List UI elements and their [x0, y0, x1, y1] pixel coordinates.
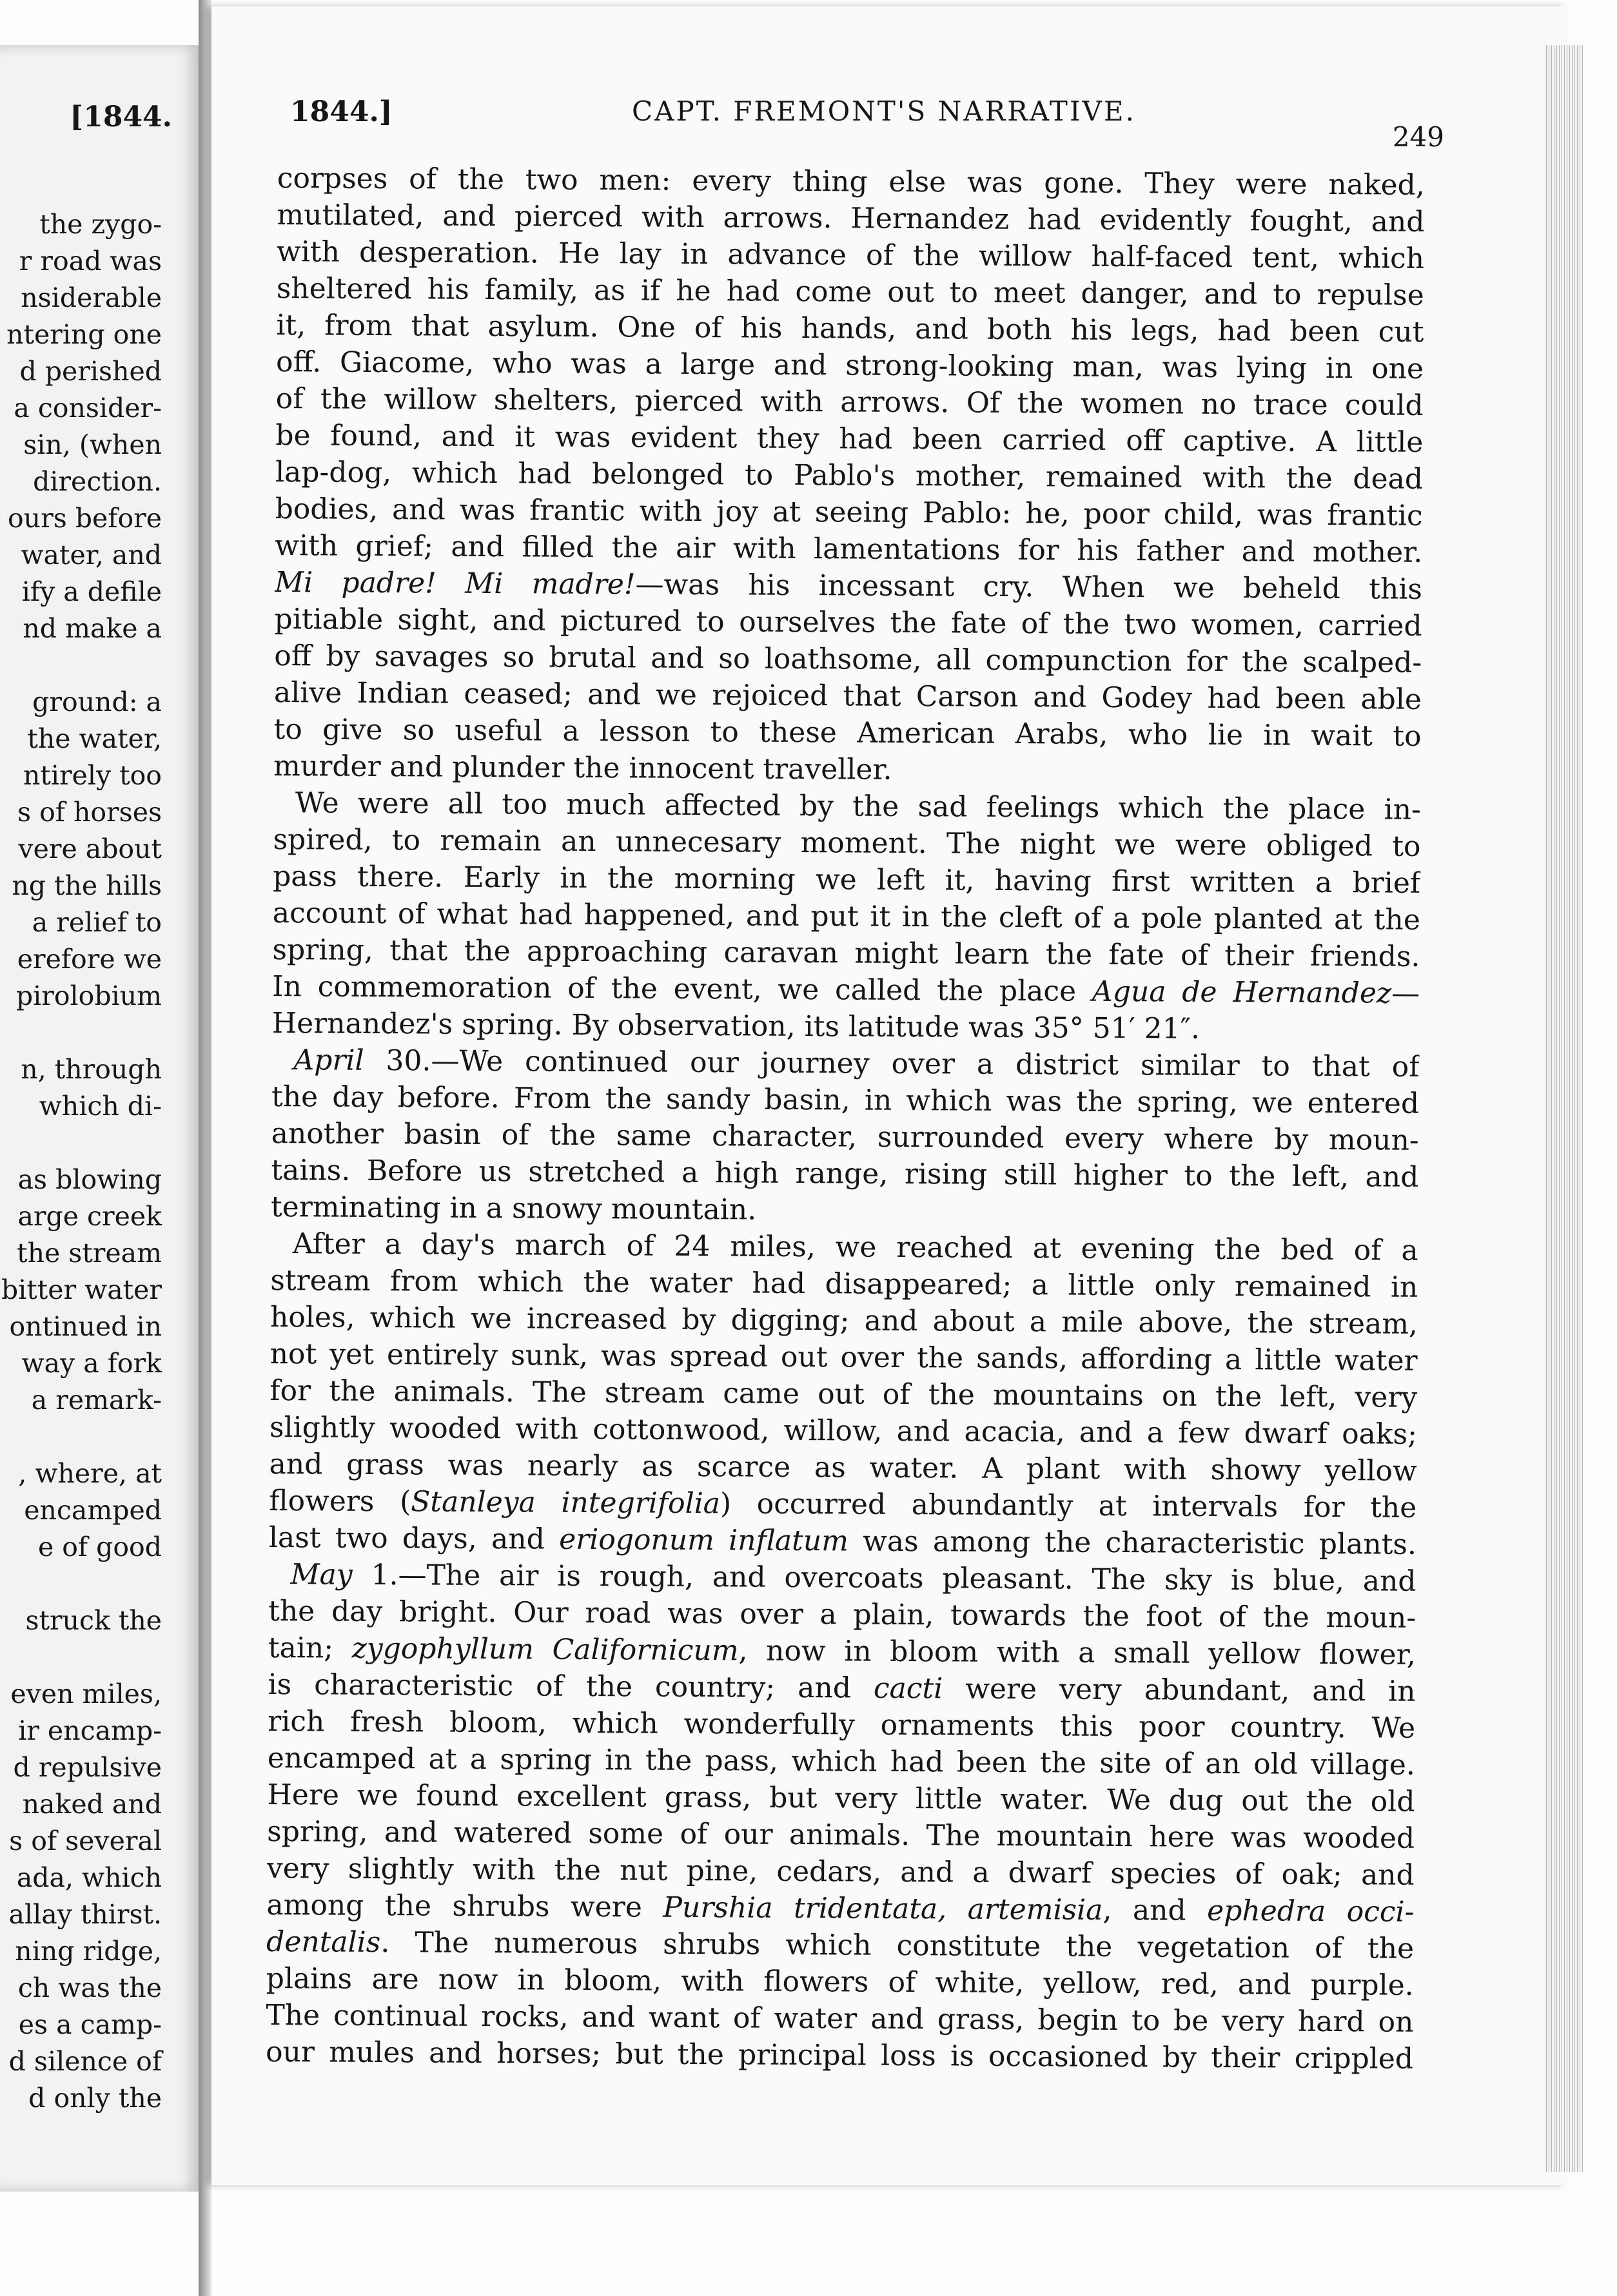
left-page-line: struck the: [25, 1605, 162, 1636]
italic-phrase: ephedra occi-: [1207, 1894, 1415, 1929]
italic-phrase: eriogonum inflatum: [558, 1523, 849, 1558]
left-page-line: r road was: [19, 246, 162, 277]
left-page-line: d perished: [19, 356, 162, 387]
text-line: alive Indian ceased; and we rejoiced that Carson and Godey had been able: [273, 676, 1422, 716]
left-page-fragment: [0, 45, 203, 2192]
text-line: murder and plunder the innocent traveller.: [273, 749, 892, 786]
text-line: the day before. From the sandy basin, in which was the spring, we entered: [271, 1080, 1420, 1120]
text-line: it, from that asylum. One of his hands, and both his legs, had been cut: [276, 308, 1424, 349]
text-line: terminating in a snowy mountain.: [270, 1190, 757, 1227]
text-line: pitiable sight, and pictured to ourselves the fate of the two women, carried: [274, 602, 1422, 643]
left-page-line: , where, at: [18, 1458, 162, 1489]
text-run: tain;: [268, 1631, 352, 1665]
text-line: pass there. Early in the morning we left it, having first written a brief: [273, 859, 1421, 900]
left-page-line: s of horses: [17, 797, 162, 828]
left-page-line: ntirely too: [23, 760, 162, 791]
text-line: plains are now in bloom, with flowers of white, yellow, red, and purple.: [266, 1961, 1414, 2002]
left-page-line: encamped: [24, 1495, 162, 1526]
text-line: rich fresh bloom, which wonderfully ornaments this poor country. We: [268, 1704, 1416, 1745]
text-line: tains. Before us stretched a high range, rising still higher to the left, and: [271, 1153, 1419, 1194]
left-page-line: [1, 1125, 162, 1162]
header-title: CAPT. FREMONT'S NARRATIVE.: [632, 95, 1136, 127]
left-page-line: ng the hills: [12, 870, 162, 901]
left-page-line: a relief to: [32, 907, 162, 938]
text-run: flowers (: [269, 1484, 411, 1519]
text-line: After a day's march of 24 miles, we reached at evening the bed of a: [292, 1227, 1418, 1267]
text-line: off by savages so brutal and so loathsome, all compunction for the scalped-: [274, 639, 1422, 679]
left-page-line: which di-: [39, 1091, 162, 1122]
italic-phrase: Stanleya integrifolia: [411, 1485, 721, 1521]
text-line: the day bright. Our road was over a plain, towards the foot of the moun-: [268, 1594, 1416, 1635]
left-page-line: bitter water: [1, 1274, 162, 1305]
page-number: 249: [1392, 121, 1444, 153]
italic-phrase: April: [293, 1044, 364, 1077]
header-year: 1844.]: [290, 95, 393, 128]
text-line: very slightly with the nut pine, cedars, and a dwarf species of oak; and: [266, 1851, 1415, 1892]
left-page-line: d only the: [28, 2083, 162, 2114]
left-page-line: ify a defile: [21, 576, 162, 607]
left-page-line: even miles,: [10, 1678, 162, 1709]
text-run: In commemoration of the event, we called the place: [272, 969, 1093, 1008]
text-run: . The numerous shrubs which constitute the vegetation of the: [380, 1926, 1415, 1965]
text-line: Hernandez's spring. By observation, its latitude was 35° 51′ 21″.: [271, 1006, 1200, 1046]
left-page-line: [1, 1419, 162, 1455]
left-page-line: allay thirst.: [8, 1899, 162, 1930]
left-page-line: the stream: [17, 1238, 162, 1269]
text-line: our mules and horses; but the principal loss is occasioned by their crippled: [265, 2035, 1414, 2076]
left-page-line: ontinued in: [9, 1311, 162, 1342]
text-run: —was his incessant cry. When we beheld this: [635, 568, 1423, 606]
left-page-line: [1, 1639, 162, 1676]
text-line: We were all too much affected by the sad feelings which the place in-: [295, 786, 1422, 826]
left-page-line: a remark-: [31, 1385, 162, 1416]
left-page-text: [1, 206, 162, 2117]
text-line: encamped at a spring in the pass, which had been the site of an old village.: [267, 1741, 1415, 1782]
italic-phrase: cacti: [873, 1671, 943, 1706]
left-page-line: es a camp-: [18, 2009, 162, 2040]
text-run: was among the characteristic plants.: [848, 1524, 1417, 1561]
text-line: be found, and it was evident they had been carried off captive. A little: [275, 418, 1424, 459]
left-page-line: ch was the: [17, 1972, 162, 2003]
left-page-line: d silence of: [8, 2046, 162, 2077]
italic-phrase: Agua de Hernandez: [1092, 975, 1392, 1010]
left-page-line: ada, which: [16, 1862, 162, 1893]
left-page-line: nd make a: [23, 613, 162, 644]
text-line: The continual rocks, and want of water and grass, begin to be very hard on: [266, 1998, 1414, 2039]
left-page-line: vere about: [18, 833, 162, 864]
left-page-line: e of good: [37, 1532, 162, 1562]
left-page-line: direction.: [33, 466, 162, 497]
text-run: —: [1391, 977, 1420, 1010]
left-page-line: ntering one: [6, 319, 162, 350]
text-line: Here we found excellent grass, but very little water. We dug out the old: [267, 1778, 1415, 1818]
italic-phrase: Purshia tridentata, artemisia: [663, 1891, 1103, 1927]
text-run: were very abundant, and in: [943, 1672, 1416, 1708]
text-line: with desperation. He lay in advance of the willow half-faced tent, which: [276, 235, 1425, 275]
text-line: off. Giacome, who was a large and strong-looking man, was lying in one: [275, 345, 1424, 385]
left-page-line: the zygo-: [39, 209, 162, 240]
left-page-line: the water,: [27, 723, 162, 754]
text-run: is characteristic of the country; and: [268, 1668, 874, 1705]
left-page-line: nsiderable: [21, 282, 162, 313]
text-run: ) occurred abundantly at intervals for the: [720, 1487, 1417, 1524]
left-page-line: water, and: [21, 540, 162, 570]
left-page-line: [1, 647, 162, 684]
left-page-line: s of several: [9, 1825, 162, 1856]
left-page-line: ir encamp-: [18, 1715, 162, 1746]
italic-phrase: dentalis: [266, 1925, 381, 1960]
text-line: stream from which the water had disappeared; a little only remained in: [270, 1263, 1418, 1304]
text-line: spring, that the approaching caravan might learn the fate of their friends.: [272, 933, 1420, 973]
italic-phrase: May: [290, 1558, 353, 1591]
text-line: mutilated, and pierced with arrows. Hernandez had evidently fought, and: [277, 198, 1425, 238]
left-page-line: n, through: [21, 1054, 162, 1085]
text-line: for the animals. The stream came out of the mountains on the left, very: [270, 1374, 1418, 1414]
left-page-line: pirolobium: [15, 980, 162, 1011]
text-line: and grass was nearly as scarce as water. A plant with showy yellow: [269, 1447, 1417, 1488]
left-page-line: naked and: [22, 1789, 162, 1820]
left-page-line: sin, (when: [23, 429, 162, 460]
left-page-line: ours before: [8, 503, 162, 534]
text-line: lap-dog, which had belonged to Pablo's mother, remained with the dead: [275, 455, 1424, 496]
left-page-line: ground: a: [32, 686, 162, 717]
text-run: 1.—The air is rough, and overcoats pleasant. The sky is blue, and: [352, 1558, 1416, 1598]
book-gutter: [199, 0, 211, 2296]
text-line: of the willow shelters, pierced with arrows. Of the women no trace could: [275, 382, 1424, 422]
text-line: to give so useful a lesson to these American Arabs, who lie in wait to: [273, 712, 1422, 753]
left-page-line: as blowing: [17, 1164, 162, 1195]
left-page-line: ning ridge,: [15, 1936, 162, 1967]
left-page-line: arge creek: [17, 1201, 162, 1232]
text-line: sheltered his family, as if he had come out to meet danger, and to repulse: [276, 271, 1424, 312]
text-run: , and: [1102, 1893, 1208, 1927]
text-line: holes, which we increased by digging; and about a mile above, the stream,: [270, 1300, 1418, 1341]
italic-phrase: Mi padre! Mi madre!: [274, 565, 636, 601]
left-page-line: [1, 1566, 162, 1602]
text-line: spired, to remain an unnecesary moment. The night we were obliged to: [273, 822, 1421, 863]
running-head: [284, 95, 1444, 153]
text-run: 30.—We continued our journey over a district similar to that of: [364, 1044, 1420, 1084]
left-page-line: erefore we: [17, 944, 162, 975]
page-edges: [1544, 45, 1583, 2172]
text-line: not yet entirely sunk, was spread out over the sands, affording a little water: [270, 1337, 1418, 1377]
text-line: account of what had happened, and put it in the cleft of a pole planted at the: [272, 896, 1420, 937]
text-line: corpses of the two men: every thing else was gone. They were naked,: [277, 161, 1425, 202]
italic-phrase: zygophyllum Californicum: [351, 1631, 739, 1668]
left-page-line: d repulsive: [13, 1752, 162, 1783]
left-page-line: a consider-: [14, 393, 162, 423]
text-line: spring, and watered some of our animals. The mountain here was wooded: [267, 1814, 1415, 1855]
text-run: , now in bloom with a small yellow flower,: [738, 1634, 1416, 1671]
left-page-header: [1844.: [70, 101, 172, 133]
text-line: with grief; and filled the air with lamentations for his father and mother.: [275, 529, 1423, 569]
text-line: bodies, and was frantic with joy at seeing Pablo: he, poor child, was frantic: [275, 492, 1423, 532]
text-line: slightly wooded with cottonwood, willow, and acacia, and a few dwarf oaks;: [269, 1410, 1418, 1451]
left-page-line: way a fork: [21, 1348, 162, 1379]
left-page-line: [1, 1015, 162, 1051]
body-text: [266, 160, 1425, 2077]
text-line: another basin of the same character, surrounded every where by moun-: [271, 1116, 1419, 1157]
text-run: last two days, and: [268, 1521, 560, 1556]
text-run: among the shrubs were: [266, 1888, 663, 1924]
